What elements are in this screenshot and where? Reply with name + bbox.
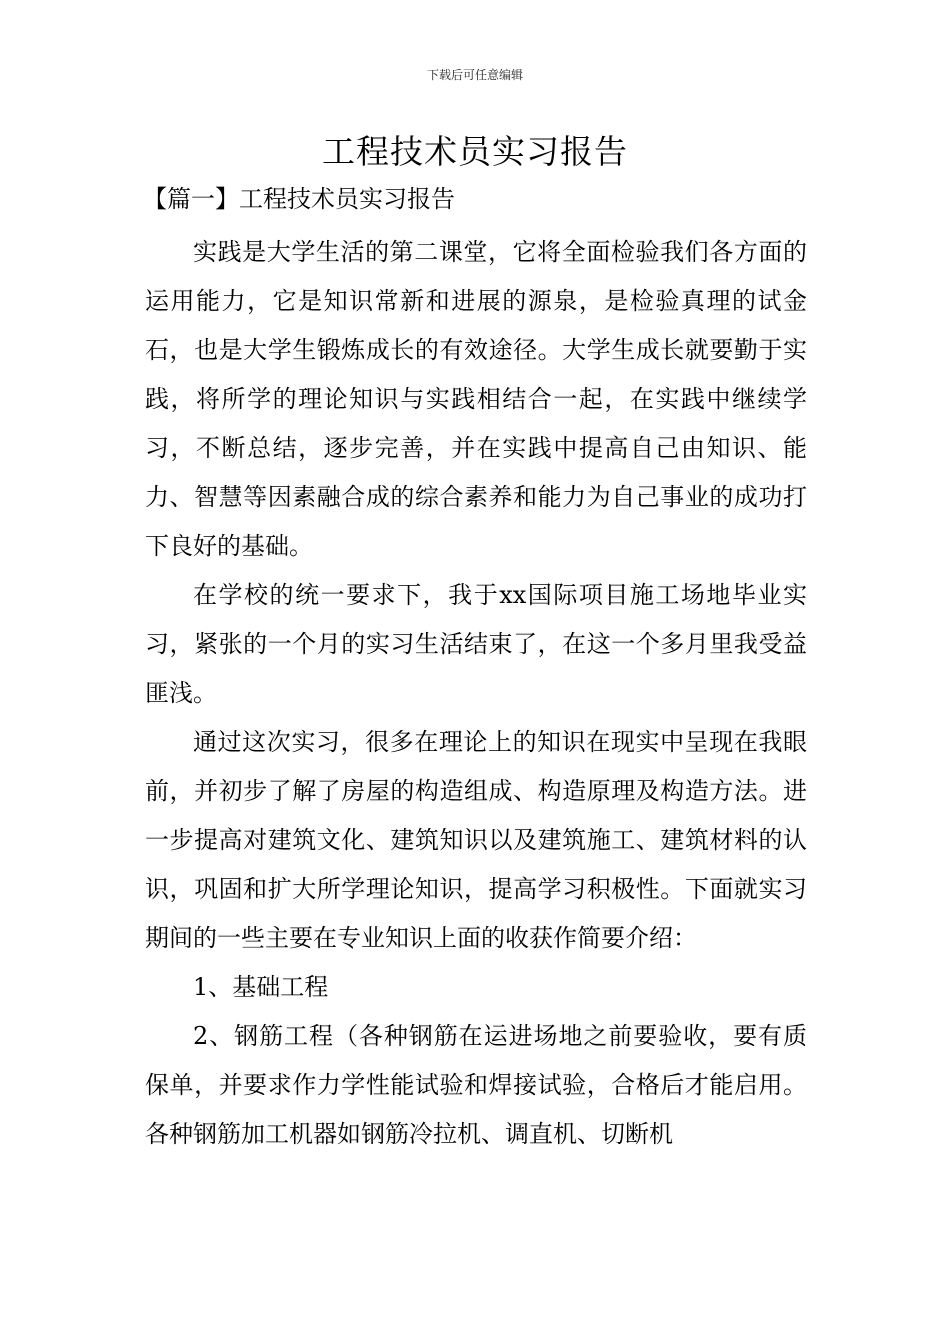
paragraph: 通过这次实习，很多在理论上的知识在现实中呈现在我眼前，并初步了解了房屋的构造组成、构造原理及构造方法。进一步提高对建筑文化、建筑知识以及建筑施工、建筑材料的认识，巩固和扩大所学理论知识，提高学习积极性。下面就实习期间的一些主要在专业知识上面的收获作简要介绍： [145,728,807,952]
document-body [145,228,807,1159]
section-heading: 【篇一】工程技术员实习报告 [143,185,455,213]
header-note: 下载后可任意编辑 [426,68,523,82]
document-title: 工程技术员实习报告 [322,132,628,171]
paragraph: 在学校的统一要求下，我于xx国际项目施工场地毕业实习，紧张的一个月的实习生活结束了，在这一个多月里我受益匪浅。 [145,581,807,707]
paragraph: 2、钢筋工程（各种钢筋在运进场地之前要验收，要有质保单，并要求作力学性能试验和焊接试验，合格后才能启用。各种钢筋加工机器如钢筋冷拉机、调直机、切断机 [145,1022,807,1148]
paragraph: 1、基础工程 [193,973,329,1001]
paragraph: 实践是大学生活的第二课堂，它将全面检验我们各方面的运用能力，它是知识常新和进展的源泉，是检验真理的试金石，也是大学生锻炼成长的有效途径。大学生成长就要勤于实践，将所学的理论知识与实践相结合一起，在实践中继续学习，不断总结，逐步完善，并在实践中提高自己由知识、能力、智慧等因素融合成的综合素养和能力为自己事业的成功打下良好的基础。 [145,238,807,560]
